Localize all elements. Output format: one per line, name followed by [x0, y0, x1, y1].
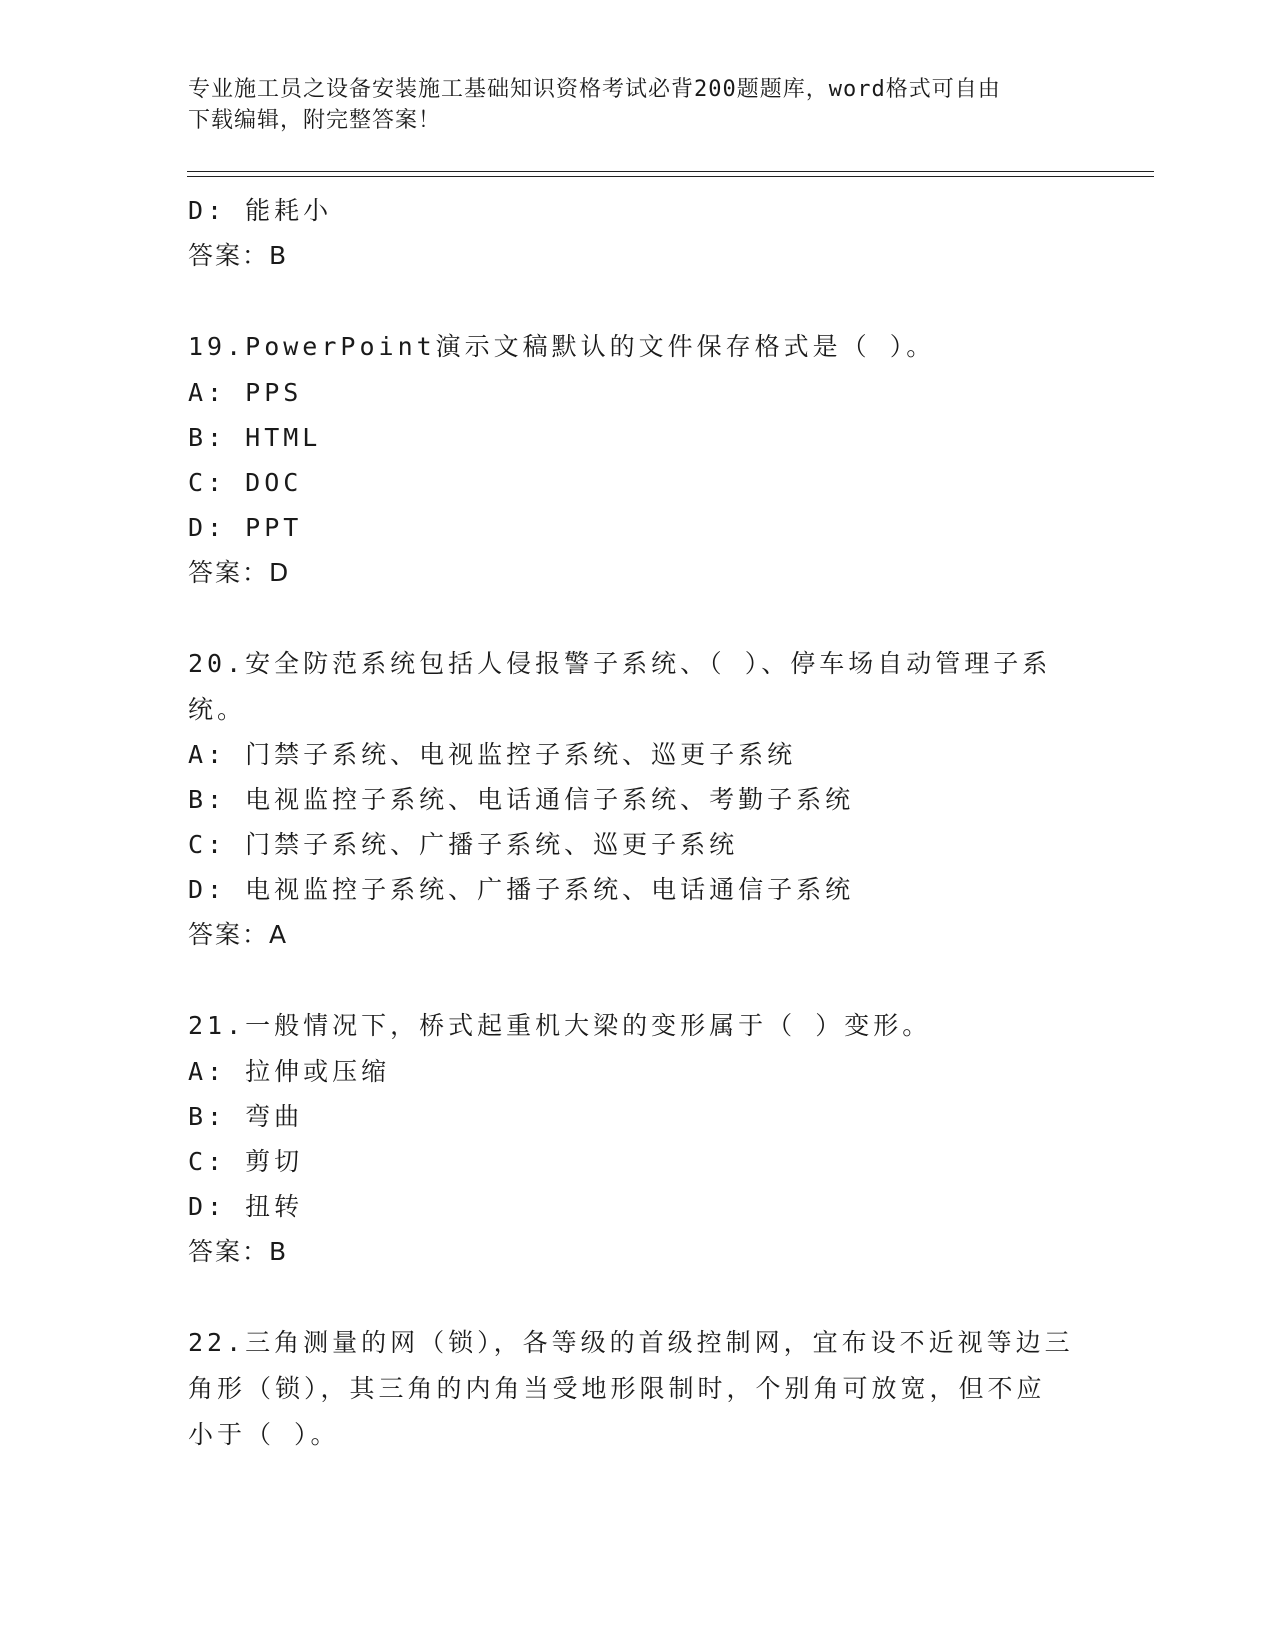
- header-title-line-2: 下载编辑，附完整答案！: [188, 108, 442, 133]
- option-c: C: 门禁子系统、广播子系统、巡更子系统: [188, 830, 739, 859]
- option-b: B: 电视监控子系统、电话通信子系统、考勤子系统: [188, 785, 855, 814]
- answer-line: 答案：A: [188, 920, 289, 949]
- question-stem: 21.一般情况下，桥式起重机大梁的变形属于（ ）变形。: [188, 1011, 932, 1040]
- option-b: B: 弯曲: [188, 1102, 304, 1131]
- option-d: D: PPT: [188, 513, 303, 542]
- question-content: [188, 188, 1088, 1458]
- header-title-line-1: 专业施工员之设备安装施工基础知识资格考试必背200题题库，word格式可自由: [188, 77, 1001, 102]
- question-stem-continued: 统。: [188, 695, 247, 724]
- option-b: B: HTML: [188, 423, 322, 452]
- question-stem: 19.PowerPoint演示文稿默认的文件保存格式是（ ）。: [188, 332, 936, 361]
- answer-line: 答案：B: [188, 241, 289, 270]
- question-stem-continued: 角形（锁），其三角的内角当受地形限制时，个别角可放宽，但不应: [188, 1374, 1046, 1403]
- option-c: C: DOC: [188, 468, 303, 497]
- question-stem: 22.三角测量的网（锁），各等级的首级控制网，宜布设不近视等边三: [188, 1328, 1074, 1357]
- option-a: A: PPS: [188, 378, 303, 407]
- question-block: [188, 324, 1088, 595]
- option-d: D: 扭转: [188, 1192, 304, 1221]
- header-divider-bottom: [187, 176, 1154, 177]
- option-a: A: 拉伸或压缩: [188, 1057, 391, 1086]
- answer-line: 答案：D: [188, 558, 291, 587]
- question-stem: 20.安全防范系统包括人侵报警子系统、（ ）、停车场自动管理子系: [188, 649, 1052, 678]
- question-block: [188, 1320, 1088, 1458]
- option-d: D: 能耗小: [188, 196, 333, 225]
- header-divider-top: [187, 171, 1154, 172]
- question-block: [188, 641, 1088, 957]
- question-block: [188, 1003, 1088, 1274]
- option-d: D: 电视监控子系统、广播子系统、电话通信子系统: [188, 875, 855, 904]
- answer-line: 答案：B: [188, 1237, 289, 1266]
- option-c: C: 剪切: [188, 1147, 304, 1176]
- question-stem-continued: 小于（ ）。: [188, 1420, 340, 1449]
- option-a: A: 门禁子系统、电视监控子系统、巡更子系统: [188, 740, 797, 769]
- document-header: [188, 74, 1088, 136]
